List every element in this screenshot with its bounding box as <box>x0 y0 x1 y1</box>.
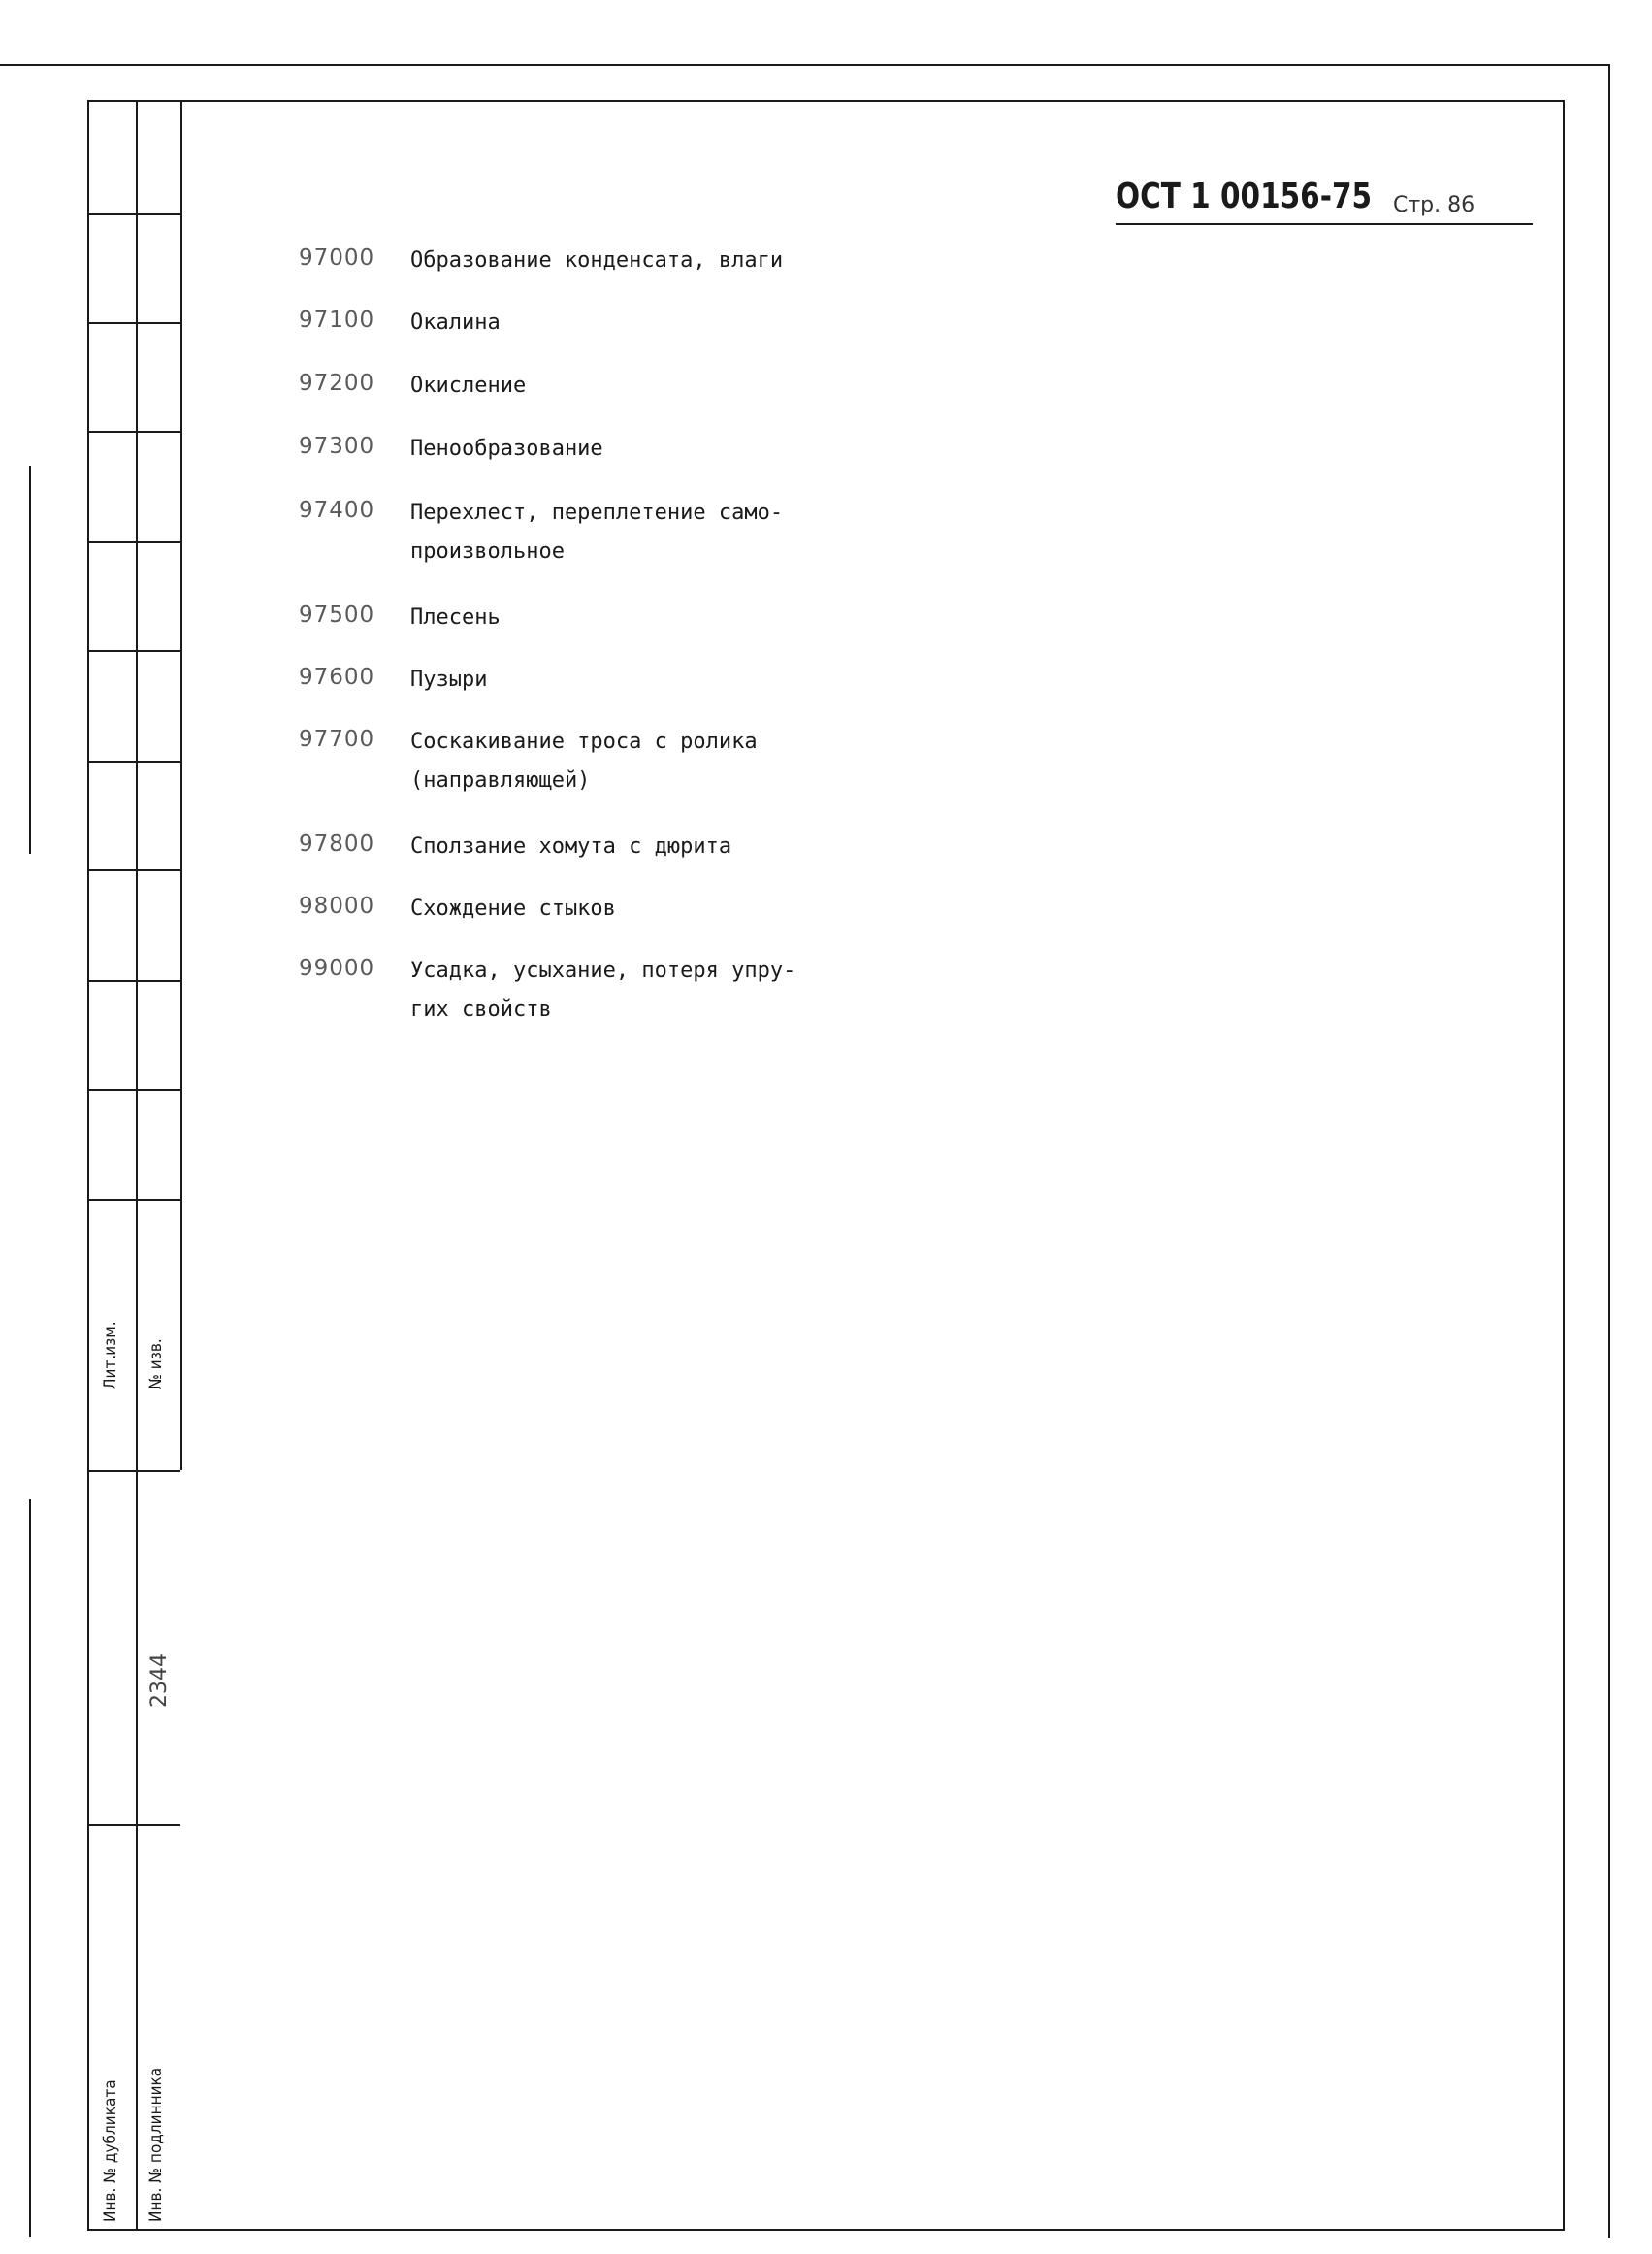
margin-tick <box>87 431 180 433</box>
entry-text: Перехлест, переплетение само- <box>410 501 784 525</box>
entry-text: Образование конденсата, влаги <box>410 248 784 273</box>
margin-col-line-2 <box>180 100 182 1470</box>
entry-text-continuation: (направляющей) <box>410 768 591 793</box>
list-item <box>299 308 978 371</box>
entry-code: 97200 <box>299 371 375 396</box>
entry-text: Пенообразование <box>410 437 603 461</box>
margin-tick <box>87 761 180 763</box>
entry-text: Плесень <box>410 605 501 630</box>
page-header <box>1116 177 1533 225</box>
list-item <box>299 665 978 727</box>
list-item <box>299 371 978 434</box>
margin-tick <box>87 322 180 324</box>
top-edge-line <box>0 64 1610 66</box>
entry-code: 99000 <box>299 956 375 981</box>
margin-tick <box>87 650 180 652</box>
inv-podlinnika-label: Инв. № подлинника <box>146 2067 166 2222</box>
margin-tick <box>87 980 180 982</box>
list-item <box>299 956 978 1061</box>
classifier-entries <box>299 245 978 1061</box>
entry-code: 97100 <box>299 308 375 333</box>
margin-col-line-1 <box>136 100 138 2231</box>
list-item <box>299 498 978 603</box>
entry-text: Окалина <box>410 310 501 335</box>
margin-tick <box>87 869 180 871</box>
entry-text: Схождение стыков <box>410 897 616 921</box>
list-item <box>299 245 978 308</box>
margin-tick <box>87 213 180 215</box>
no-izv-label: № изв. <box>146 1338 166 1389</box>
entry-text: Соскакивание троса с ролика <box>410 730 758 754</box>
document-code: ОСТ 1 00156-75 <box>1116 177 1373 216</box>
entry-text: Пузыри <box>410 668 488 692</box>
margin-tick <box>87 1089 180 1091</box>
entry-code: 98000 <box>299 894 375 919</box>
entry-code: 97000 <box>299 245 375 271</box>
page-number-label: Стр. 86 <box>1393 193 1475 217</box>
entry-text: Окисление <box>410 374 527 398</box>
margin-tick <box>87 1199 180 1201</box>
outer-stub-line <box>29 466 31 854</box>
margin-tick <box>87 541 180 543</box>
entry-code: 97600 <box>299 665 375 690</box>
list-item <box>299 727 978 832</box>
registration-number: 2344 <box>147 1653 172 1708</box>
list-item <box>299 832 978 894</box>
entry-code: 97800 <box>299 832 375 857</box>
entry-text-continuation: произвольное <box>410 539 565 564</box>
entry-code: 97400 <box>299 498 375 523</box>
entry-text: Сползание хомута с дюрита <box>410 834 732 859</box>
entry-code: 97300 <box>299 434 375 459</box>
lit-izm-label: Лит.изм. <box>101 1322 120 1389</box>
right-edge-line <box>1608 64 1610 2238</box>
list-item <box>299 434 978 498</box>
entry-text-continuation: гих свойств <box>410 997 552 1022</box>
inv-dublikata-label: Инв. № дубликата <box>101 2079 120 2222</box>
outer-stub-line <box>29 1499 31 2237</box>
list-item <box>299 894 978 956</box>
entry-code: 97700 <box>299 727 375 752</box>
entry-text: Усадка, усыхание, потеря упру- <box>410 959 796 983</box>
margin-tick <box>87 1470 180 1472</box>
list-item <box>299 603 978 665</box>
margin-tick <box>87 1824 180 1826</box>
entry-code: 97500 <box>299 603 375 628</box>
